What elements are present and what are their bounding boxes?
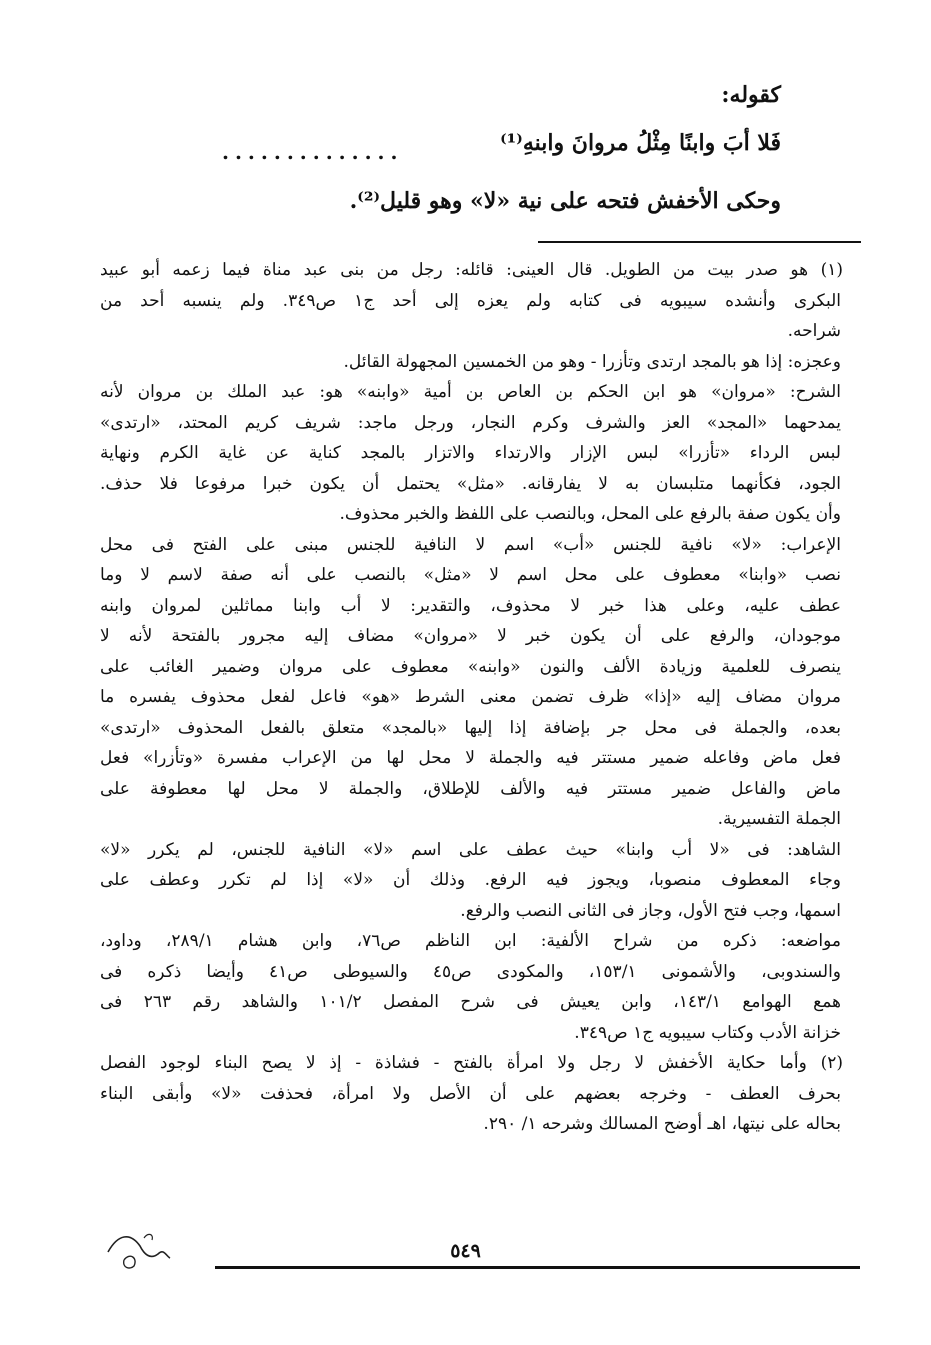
handwritten-mark <box>104 1224 174 1272</box>
page-number: ٥٤٩ <box>450 1240 481 1262</box>
footnote-line: بعده، والجملة فى محل جر بإضافة إذا إليها «بالمجد» متعلق بالفعل المحذوف «ارتدى» <box>100 717 841 738</box>
footnote-line: موجودان، والرفع على أن يكون خبر لا «مروان» مضاف إليه مجرور بالفتحة لأنه لا <box>100 626 841 646</box>
footnote-line: همع الهوامع ١٤٣/١، وابن يعيش فى شرح المفصل ١٠١/٢ والشاهد رقم ٢٦٣ فى <box>100 992 841 1012</box>
footnote-line: شراحه. <box>787 321 841 341</box>
footnote-line: وعجزه: إذا هو بالمجد ارتدى وتأزرا - وهو من الخمسين المجهولة القائل. <box>343 351 841 372</box>
footnote-line: عطف عليه، وعلى هذا خبر لا محذوف، والتقدير: لا أب وابنا مماثلين لمروان وابنه <box>100 595 841 616</box>
footnote-line: (٢) وأما حكاية الأخفش لا رجل ولا امرأة بالفتح - فشاذة - إذ لا يصح البناء لوجود الفصل <box>100 1053 843 1073</box>
footnote-line: ماض والفاعل ضمير مستتر فيه والألف للإطلاق، والجملة لا محل لها معطوفة على <box>100 778 841 799</box>
footer-rule <box>215 1266 860 1269</box>
footnote-line: والسندوبى، والأشمونى ١٥٣/١، والمكودى ص٤٥ والسيوطى ص٤١ وأيضا ذكره فى <box>100 961 842 982</box>
footnote-line: نصب «وابنا» معطوف على محل اسم لا «مثل» بالنصب على أنه صفة لاسم لا وما <box>100 565 841 585</box>
footnote-line: البكرى وأنشده سيبويه فى كتابه ولم يعزه إلى أحد ج١ ص٣٤٩. ولم ينسبه أحد من <box>100 290 841 311</box>
footnote-line: (١) هو صدر بيت من الطويل. قال العينى: قائله: رجل من بنى عبد مناة فيما زعمه أبو عبيد <box>100 260 843 280</box>
footnote-line: مروان مضاف إليه «إذا» ظرف تضمن معنى الشرط «هو» فاعل لفعل محذوف يفسره ما <box>100 687 841 707</box>
verse-line-1: فَلا أبَ وابنًا مِثْلُ مروانَ وابنهِ⁽¹⁾ <box>500 130 781 156</box>
verse-intro: كقوله: <box>721 82 781 108</box>
footnote-line: الإعراب: «لا» نافية للجنس «أب» اسم لا النافية للجنس مبنى على الفتح فى محل <box>100 534 841 555</box>
footnote-line: مواضعه: ذكره من شراح الألفية: ابن الناظم ص٧٦، وابن هشام ٢٨٩/١، وداود، <box>100 931 841 951</box>
footnote-line: الجملة التفسيرية. <box>717 809 841 829</box>
footnote-line: بحرف العطف - وخرجه بعضهم على أن الأصل ولا امرأة، فحذفت «لا» وأبقى البناء <box>100 1083 841 1104</box>
footnote-line: بحاله على نيتها، اهـ أوضح المسالك وشرحه ١/ ٢٩٠. <box>483 1114 841 1134</box>
footnote-line: وجاء المعطوف منصوبا، ويجوز فيه الرفع. وذلك أن «لا» إذا لم تكرر وعطف على <box>100 870 841 890</box>
footnote-line: لبس الرداء «تأزرا» لبس الإزار والارتداء والاتزار بالمجد كناية عن غاية الكرم ونهاية <box>100 443 841 463</box>
footnote-line: وأن يكون صفة بالرفع على المحل، وبالنصب على اللفظ والخبر محذوف. <box>339 504 841 524</box>
footnote-line: الشاهد: فى «لا أب وابنا» حيث عطف على اسم «لا» النافية للجنس، لم يكرر «لا» <box>100 839 841 860</box>
footnote-line: فعل ماض وفاعله ضمير مستتر فيه والجملة لا محل لها من الإعراب مفسرة «وتأزرا» فعل <box>100 748 841 768</box>
footnote-line: الجود، فكأنهما متلبسان به لا يفارقانه. «مثل» يحتمل أن يكون خبرا مرفوعا فلا حذف. <box>100 473 841 494</box>
footnote-line: ينصرف للعلمية وزيادة الألف والنون «وابنه» معطوف على مروان وضمير الغائب على <box>100 656 841 677</box>
footnote-line: خزانة الأدب وكتاب سيبويه ج١ ص٣٤٩. <box>574 1022 841 1043</box>
verse-line-2: وحكى الأخفش فتحه على نية «لا» وهو قليل⁽²⁾. <box>349 188 781 214</box>
footnote-line: الشرح: «مروان» هو ابن الحكم بن العاص بن أمية «وابنه» هو: عبد الملك بن مروان لأنه <box>100 382 841 402</box>
verse-ellipsis: .............. <box>222 140 404 164</box>
footnote-line: اسمها، وجب فتح الأول، وجاز فى الثانى النصب والرفع. <box>460 900 841 921</box>
footnote-separator <box>538 241 861 243</box>
footnote-line: يمدحهما «المجد» العز والشرف وكرم النجار، ورجل ماجد: شريف كريم المحتد، «ارتدى» <box>100 412 841 433</box>
